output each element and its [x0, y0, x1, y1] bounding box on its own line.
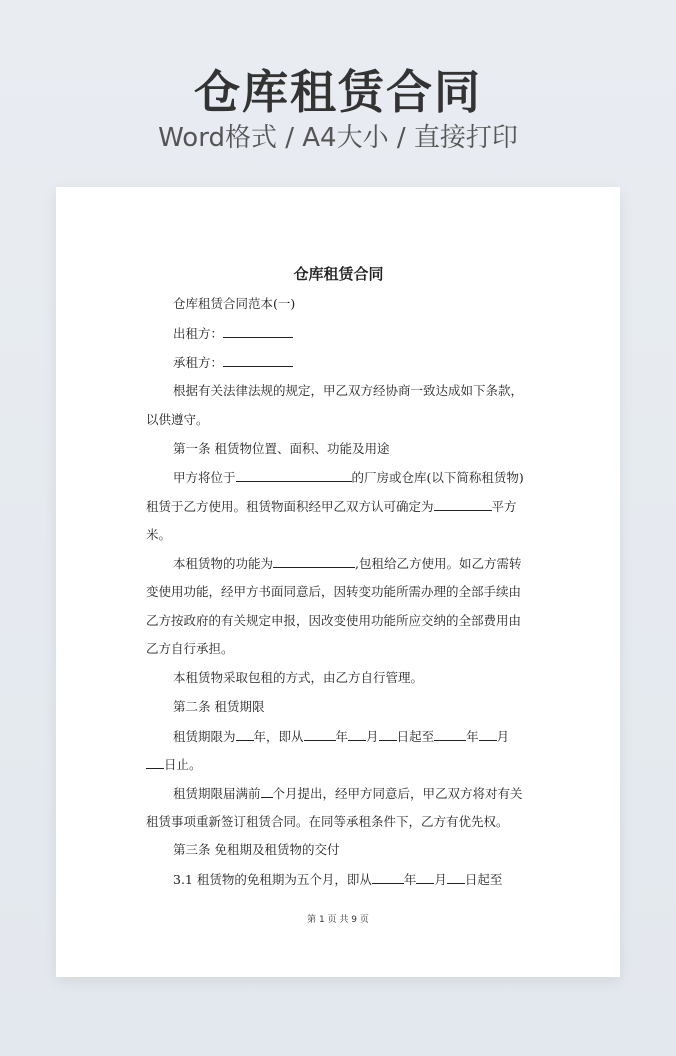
- doc-line: 米。: [146, 527, 172, 542]
- doc-line: 日止。: [146, 755, 531, 774]
- blank-field: [434, 727, 466, 741]
- page-title: 仓库租赁合同: [194, 65, 482, 119]
- doc-line: 本租赁物的功能为 ,包租给乙方使用。如乙方需转: [173, 556, 522, 571]
- blank-field: [372, 870, 404, 884]
- doc-line: 以供遵守。: [146, 412, 209, 427]
- doc-line: 乙方按政府的有关规定申报，因改变使用功能所应交纳的全部费用由: [146, 613, 522, 628]
- doc-line: 仓库租赁合同范本(一): [173, 296, 296, 311]
- blank-field: [223, 324, 293, 338]
- doc-line: 乙方自行承担。: [146, 641, 234, 656]
- doc-line: 出租方：: [146, 324, 531, 343]
- doc-line: 根据有关法律法规的规定，甲乙双方经协商一致达成如下条款，: [173, 383, 524, 398]
- doc-line: 租赁于乙方使用。租赁物面积经甲乙双方认可确定为 平方: [146, 499, 517, 514]
- blank-field: [223, 353, 293, 367]
- doc-line: 变使用功能，经甲方书面同意后，因转变功能所需办理的全部手续由: [146, 584, 522, 599]
- doc-line: 本租赁物采取包租的方式，由乙方自行管理。: [173, 670, 424, 685]
- doc-line: 第一条 租赁物位置、面积、功能及用途: [173, 441, 390, 456]
- blank-field: [416, 870, 434, 884]
- doc-line: 3.1 租赁物的免租期为五个月，即从 年 月 日起至: [173, 872, 503, 887]
- blank-field: [379, 727, 397, 741]
- doc-line: 第三条 免租期及租赁物的交付: [173, 842, 340, 857]
- doc-line: 甲方将位于 的厂房或仓库(以下简称租赁物): [173, 470, 524, 485]
- page-subtitle: Word格式 / A4大小 / 直接打印: [158, 123, 518, 153]
- blank-field: [236, 468, 352, 482]
- blank-field: [236, 727, 254, 741]
- blank-field: [479, 727, 497, 741]
- doc-line: 第二条 租赁期限: [173, 699, 265, 714]
- document-page: [56, 187, 620, 977]
- blank-field: [447, 870, 465, 884]
- blank-field: [304, 727, 336, 741]
- blank-field: [261, 784, 273, 798]
- blank-field: [434, 497, 492, 511]
- page-footer: 第 1 页 共 9 页: [307, 915, 369, 925]
- document-title: 仓库租赁合同: [293, 265, 384, 283]
- blank-field: [146, 755, 164, 769]
- doc-line: 承租方：: [146, 353, 531, 372]
- doc-line: 租赁期限届满前 个月提出，经甲方同意后，甲乙双方将对有关: [173, 786, 523, 801]
- blank-field: [348, 727, 366, 741]
- blank-field: [273, 554, 355, 568]
- doc-line: 租赁事项重新签订租赁合同。在同等承租条件下，乙方有优先权。: [146, 814, 509, 829]
- doc-line: 租赁期限为 年，即从 年 月 日起至 年 月: [173, 729, 510, 744]
